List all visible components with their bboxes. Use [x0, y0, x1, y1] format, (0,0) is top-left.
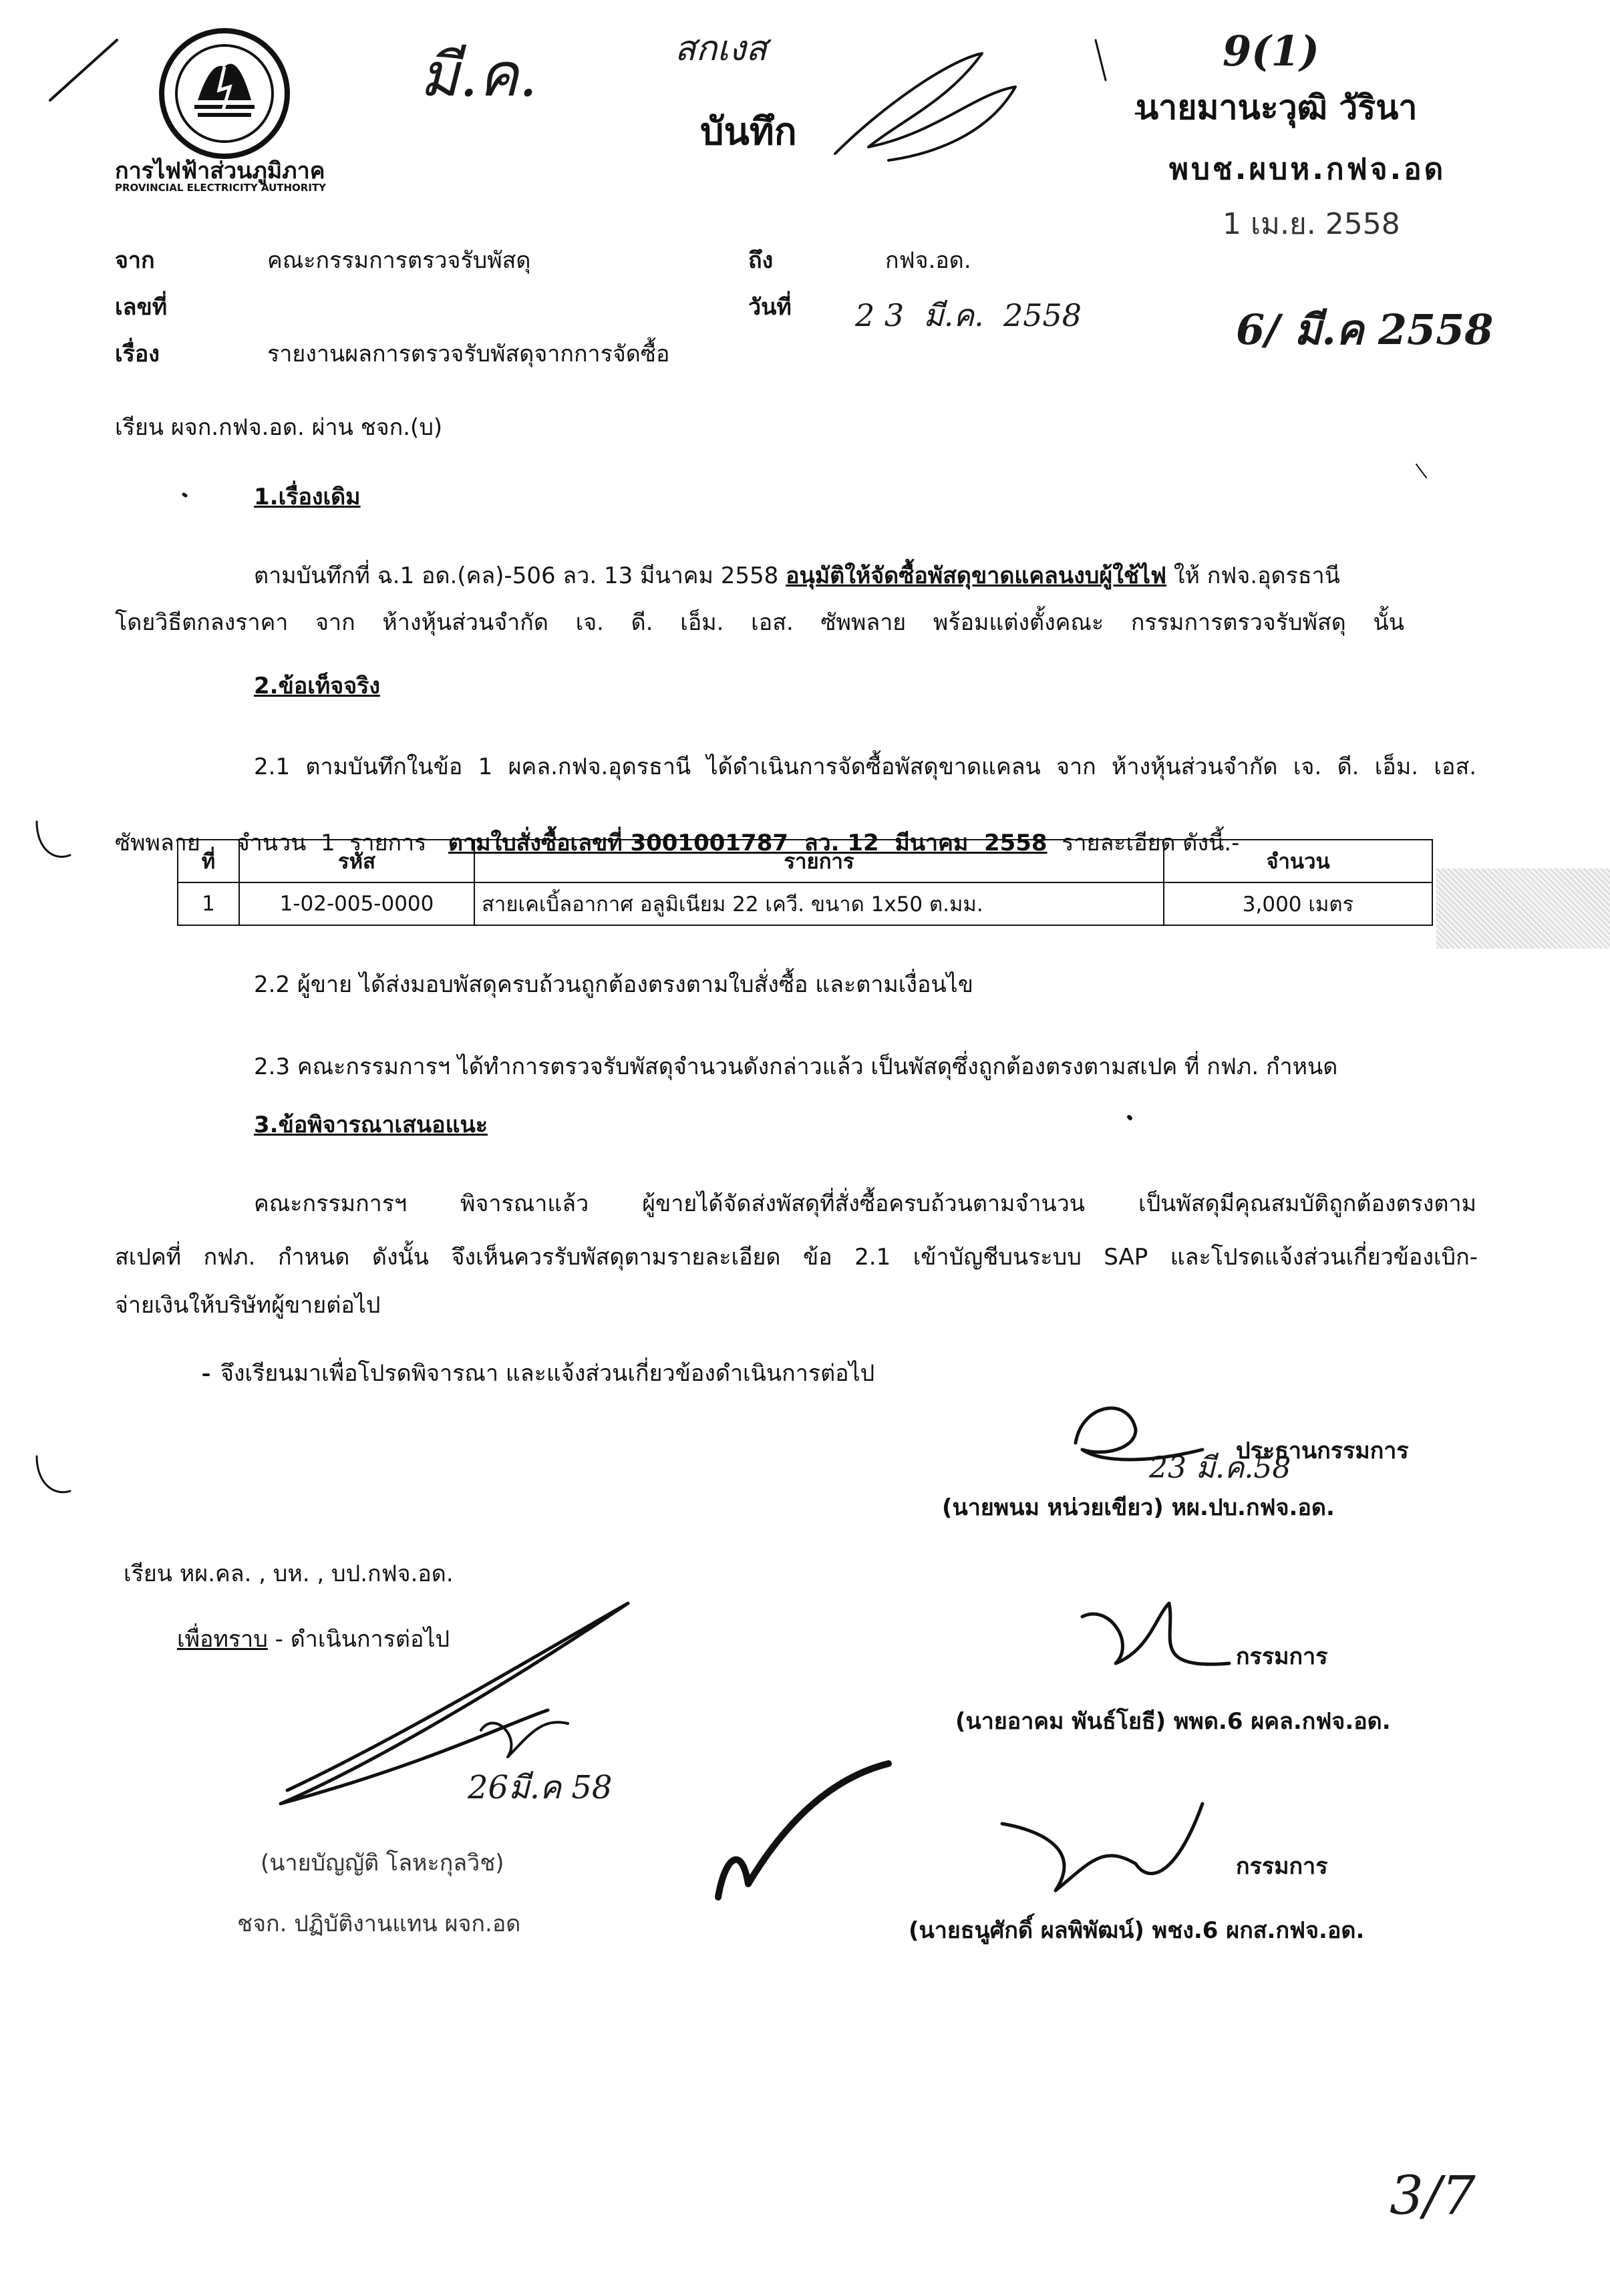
closing-line: จึงเรียนมาเพื่อโปรดพิจารณา และแจ้งส่วนเกี่ยวข้องดำเนินการต่อไป: [220, 1360, 875, 1387]
section3-line1: คณะกรรมการฯ พิจารณาแล้ว ผู้ขายได้จัดส่งพัสดุที่สั่งซื้อครบถ้วนตามจำนวน เป็นพัสดุมีคุณสมบัติถูกต้องตรงตาม: [254, 1190, 1476, 1217]
section2-p1-line2-prefix: ซัพพลาย จำนวน 1 รายการ: [115, 830, 448, 856]
memo-title: บันทึก: [700, 110, 797, 154]
top-left-pen-stroke: [50, 40, 117, 100]
subject-value: รายงานผลการตรวจรับพัสดุจากการจัดซื้อ: [267, 341, 670, 367]
stray-dot-2: [1129, 1117, 1130, 1118]
section1-heading: 1.เรื่องเดิม: [254, 484, 361, 510]
member1-role: กรรมการ: [1236, 1643, 1328, 1670]
receipt-stamp-office: พบช.ผบห.กฟจ.อด: [1169, 152, 1446, 186]
section1-line1-prefix: ตามบันทึกที่ ฉ.1 อด.(คล)-506 ลว. 13 มีนาคม 2558: [254, 562, 786, 589]
chair-name: (นายพนม หน่วยเขียว) หผ.ปบ.กฟจ.อด.: [942, 1494, 1335, 1521]
margin-bracket-2: [37, 1456, 70, 1492]
col-description: รายการ: [474, 840, 1164, 882]
receipt-stamp-date: 1 เม.ย. 2558: [1223, 207, 1400, 241]
handwritten-month-mark: มี.ค.: [420, 40, 538, 110]
member1-signature: [1082, 1603, 1229, 1664]
row-quantity: 3,000 เมตร: [1164, 882, 1432, 925]
chair-role: ประธานกรรมการ: [1236, 1438, 1409, 1464]
member2-role: กรรมการ: [1236, 1853, 1328, 1880]
from-value: คณะกรรมการตรวจรับพัสดุ: [267, 247, 531, 274]
chair-signature: [1076, 1408, 1202, 1460]
forward-instruction-rest: - ดำเนินการต่อไป: [267, 1626, 450, 1653]
section1-line2: โดยวิธีตกลงราคา จาก ห้างหุ้นส่วนจำกัด เจ. ดี. เอ็ม. เอส. ซัพพลาย พร้อมแต่งตั้งคณะ กรรมการตรวจรับพัสดุ นั้น: [115, 609, 1404, 636]
row-description: สายเคเบิ้ลอากาศ อลูมิเนียม 22 เควี. ขนาด 1x50 ต.มม.: [474, 882, 1164, 925]
from-label: จาก: [115, 247, 155, 274]
date-value: 2 3 มี.ค. 2558: [855, 297, 1082, 333]
check-mark: [718, 1764, 889, 1897]
org-name-th: การไฟฟ้าส่วนภูมิภาค: [115, 158, 325, 184]
top-signature: [835, 53, 1015, 160]
section1-line1-suffix: ให้ กฟจ.อุดรธานี: [1166, 562, 1340, 589]
to-value: กฟจ.อด.: [885, 247, 971, 274]
forward-recipients: เรียน หผ.คล. , บห. , บป.กฟจ.อด.: [124, 1561, 454, 1587]
section2-p1-line1: 2.1 ตามบันทึกในข้อ 1 ผคล.กฟจ.อุดรธานี ได้ดำเนินการจัดซื้อพัสดุขาดแคลน จาก ห้างหุ้นส่วนจำกัด เจ. ดี. เอ็ม. เอส.: [254, 754, 1476, 780]
to-label: ถึง: [748, 247, 774, 274]
approver-name: (นายบัญญัติ โลหะกุลวิช): [261, 1850, 504, 1876]
handwritten-ack-mark: สกเงส: [675, 29, 768, 69]
forward-instruction-ack: เพื่อทราบ: [177, 1626, 268, 1653]
section2-heading: 2.ข้อเท็จจริง: [254, 673, 380, 699]
section1-line1-approval: อนุมัติให้จัดซื้อพัสดุขาดแคลนงบผู้ใช้ไฟ: [786, 562, 1167, 589]
section3-heading: 3.ข้อพิจารณาเสนอแนะ: [254, 1112, 488, 1138]
col-quantity: จำนวน: [1164, 840, 1432, 882]
page-mark: 3/7: [1390, 2164, 1476, 2227]
approver-title: ชจก. ปฏิบัติงานแทน ผจก.อด: [237, 1911, 521, 1937]
col-no: ที่: [178, 840, 239, 882]
col-code: รหัส: [239, 840, 474, 882]
stray-dot-4: [1416, 464, 1426, 478]
row-code: 1-02-005-0000: [239, 882, 474, 925]
member2-signature: [1002, 1804, 1202, 1891]
top-signature-tick: [1096, 40, 1106, 80]
handwritten-reference: 9(1): [1223, 27, 1319, 75]
receipt-stamp-name: นายมานะวุฒิ วัรินา: [1136, 88, 1418, 127]
section3-line3: จ่ายเงินให้บริษัทผู้ขายต่อไป: [115, 1292, 381, 1319]
stray-dot-1: [184, 494, 186, 496]
section2-p2: 2.2 ผู้ขาย ได้ส่งมอบพัสดุครบถ้วนถูกต้องตรงตามใบสั่งซื้อ และตามเงื่อนไข: [254, 971, 974, 998]
section2-p3: 2.3 คณะกรรมการฯ ได้ทำการตรวจรับพัสดุจำนวนดังกล่าวแล้ว เป็นพัสดุซึ่งถูกต้องตรงตามสเปค ที่ กฟภ. กำหนด: [254, 1053, 1338, 1080]
section2-p1-line2-suffix: รายละเอียด ดังนี้.-: [1047, 830, 1240, 856]
salutation: เรียน ผจก.กฟจ.อด. ผ่าน ชจก.(บ): [115, 414, 443, 441]
margin-bracket-1: [37, 822, 70, 857]
subject-label: เรื่อง: [115, 341, 160, 367]
date-label: วันที่: [748, 294, 792, 321]
handwritten-date-note: 6/ มี.ค 2558: [1236, 305, 1494, 354]
purchase-order-ref: ตามใบสั่งซื้อเลขที่ 3001001787 ลว. 12 มีนาคม 2558: [448, 830, 1048, 856]
member1-name: (นายอาคม พันธ์โยธี) พพด.6 ผคล.กฟจ.อด.: [955, 1708, 1391, 1735]
approver-sign-date: 26มี.ค 58: [468, 1769, 613, 1806]
row-no: 1: [178, 882, 239, 925]
approver-signature: [281, 1603, 628, 1804]
section3-line2: สเปคที่ กฟภ. กำหนด ดังนั้น จึงเห็นควรรับพัสดุตามรายละเอียด ข้อ 2.1 เข้าบัญชีบนระบบ SAP และโปรดแจ้งส่วนเกี่ยวข้องเบิก-: [115, 1244, 1478, 1271]
approver-initials: [481, 1722, 568, 1757]
org-name-en: PROVINCIAL ELECTRICITY AUTHORITY: [115, 182, 327, 194]
chair-sign-date: 23 มี.ค.58: [1149, 1451, 1291, 1485]
number-label: เลขที่: [115, 294, 168, 321]
member2-name: (นายธนูศักดิ์ ผลพิพัฒน์) พชง.6 ผกส.กฟจ.อด.: [909, 1917, 1365, 1944]
